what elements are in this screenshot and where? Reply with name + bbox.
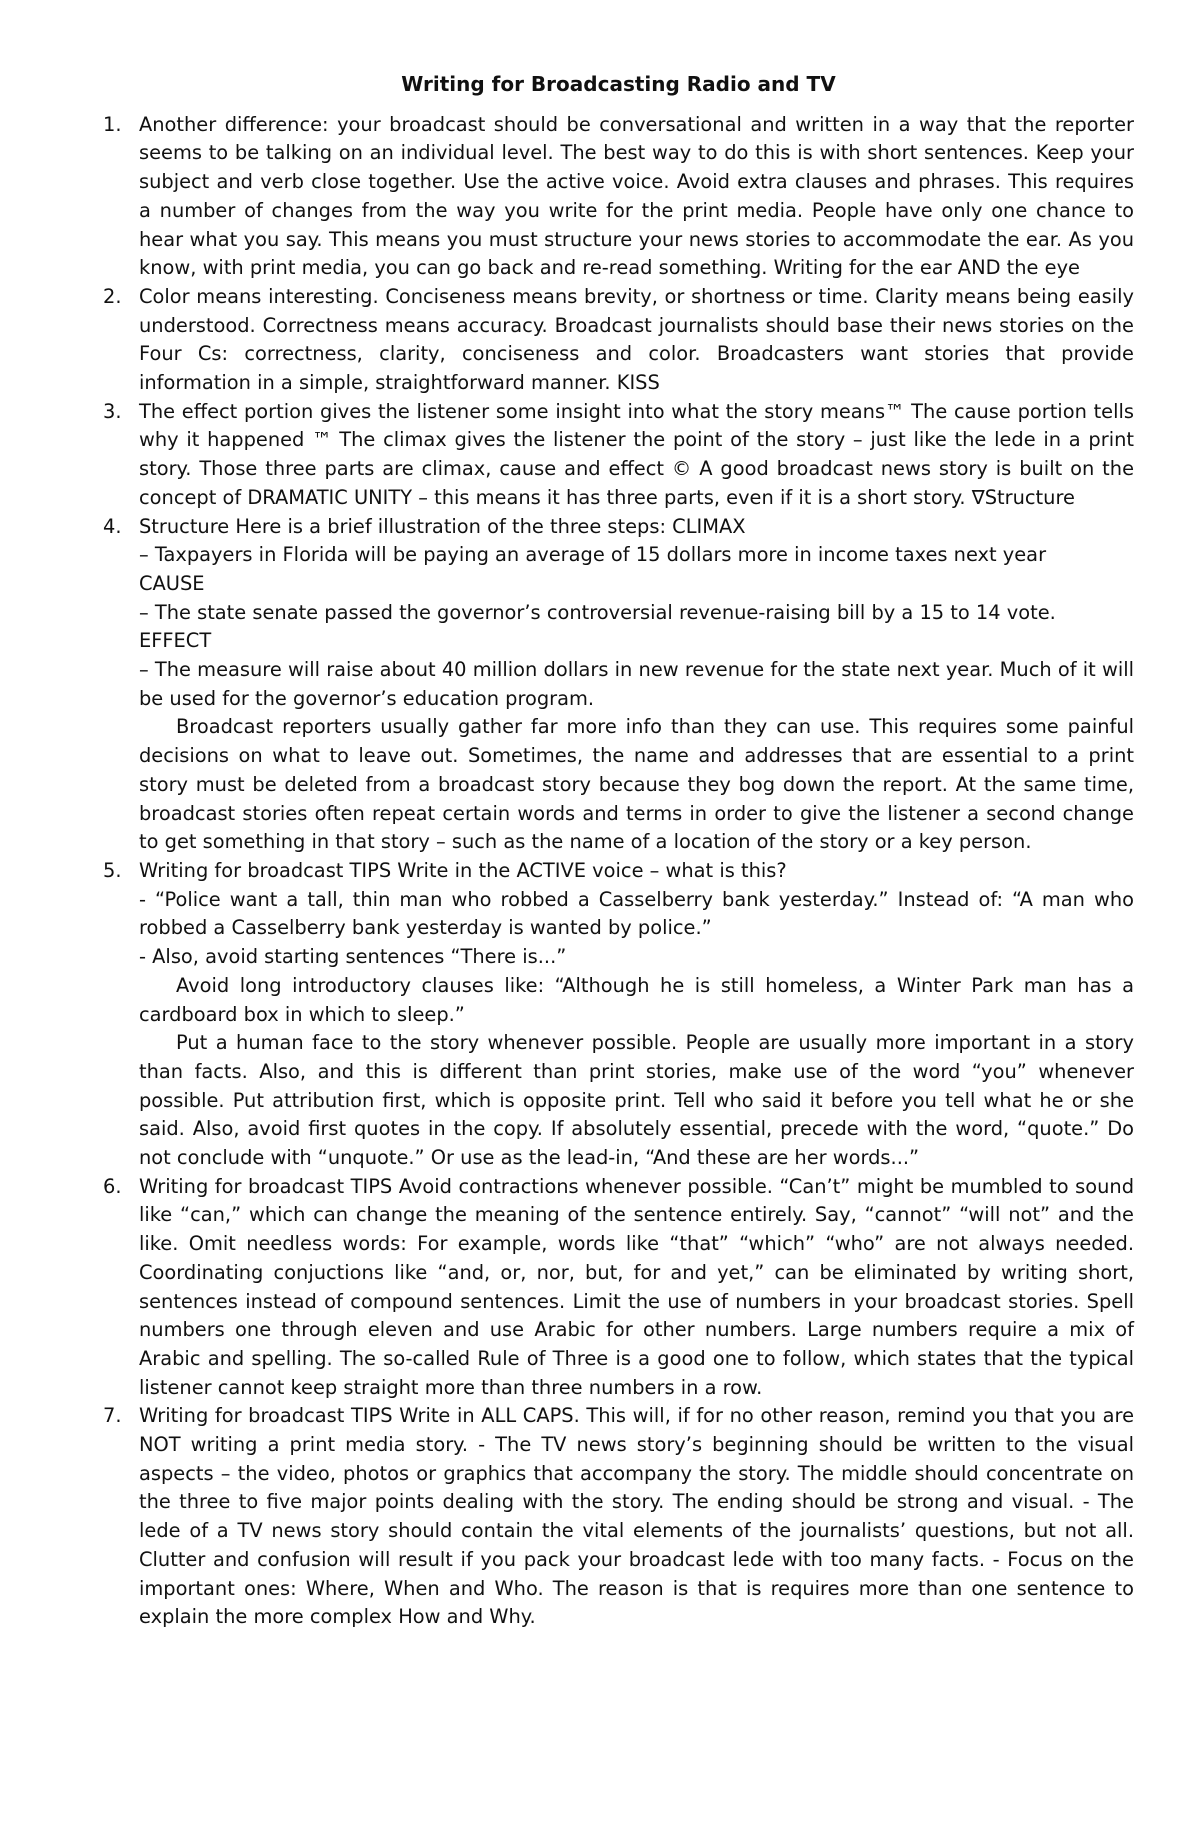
paragraph: – Taxpayers in Florida will be paying an average of 15 dollars more in income taxes next year (139, 543, 1047, 567)
paragraph: – The measure will raise about 40 million dollars in new revenue for the state next year. Much of it will be used for the governor’s education program. (139, 658, 1134, 710)
item-number: 7. (103, 1404, 122, 1428)
paragraph: EFFECT (139, 629, 212, 653)
item-number: 5. (103, 858, 122, 882)
paragraph: – The state senate passed the governor’s controversial revenue-raising bill by a 15 to 14 vote. (139, 600, 1056, 624)
list-item-1 (103, 111, 1134, 283)
paragraph: Avoid long introductory clauses like: “Although he is still homeless, a Winter Park man has a cardboard box in which to sleep.” (139, 973, 1134, 1026)
paragraph: Put a human face to the story whenever possible. People are usually more important in a story than facts. Also, and this is different than print stories, make use of the word “you” whenever possible. Put attribution first, which is opposite print. Tell who said it before you tell what he or she said. Also, avoid first quotes in the copy. If absolutely essential, precede with the word, “quote.” Do not conclude with “unquote.” Or use as the lead-in, “And these are her words...” (139, 1031, 1134, 1170)
list-item-3 (103, 398, 1134, 513)
paragraph: Broadcast reporters usually gather far more info than they can use. This requires some painful decisions on what to leave out. Sometimes, the name and addresses that are essential to a print story must be deleted from a broadcast story because they bog down the report. At the same time, broadcast stories often repeat certain words and terms in order to give the listener a second change to get something in that story – such as the name of a location of the story or a key person. (139, 715, 1134, 854)
paragraph: Color means interesting. Conciseness means brevity, or shortness or time. Clarity means being easily understood. Correctness means accuracy. Broadcast journalists should base their news stories on the Four Cs: correctness, clarity, conciseness and color. Broadcasters want stories that provide information in a simple, straightforward manner. KISS (139, 284, 1134, 395)
paragraph: Writing for broadcast TIPS Write in the ACTIVE voice – what is this? (139, 858, 787, 882)
paragraph: Structure Here is a brief illustration of the three steps: CLIMAX (139, 514, 746, 538)
paragraph: - Also, avoid starting sentences “There is...” (139, 945, 567, 969)
paragraph: The effect portion gives the listener some insight into what the story means™ The cause portion tells why it happened ™ The climax gives the listener the point of the story – just like the lede in a print story. Those three parts are climax, cause and effect © A good broadcast news story is built on the concept of DRAMATIC UNITY – this means it has three parts, even if it is a short story. ∇Structure (139, 399, 1134, 509)
document-title: Writing for Broadcasting Radio and TV (401, 72, 836, 96)
paragraph: Another difference: your broadcast should be conversational and written in a way that the reporter seems to be talking on an individual level. The best way to do this is with short sentences. Keep your subject and verb close together. Use the active voice. Avoid extra clauses and phrases. This requires a number of changes from the way you write for the print media. People have only one chance to hear what you say. This means you must structure your news stories to accommodate the ear. As you know, with print media, you can go back and re-read something. Writing for the ear AND the eye (139, 112, 1134, 280)
list-item-7 (103, 1402, 1134, 1632)
numbered-list (103, 111, 1134, 1632)
item-number: 1. (103, 112, 122, 136)
item-number: 2. (103, 284, 122, 308)
list-item-4 (103, 513, 1134, 857)
item-number: 6. (103, 1174, 122, 1198)
list-item-5 (103, 857, 1134, 1173)
paragraph: Writing for broadcast TIPS Avoid contractions whenever possible. “Can’t” might be mumbled to sound like “can,” which can change the meaning of the sentence entirely. Say, “cannot” “will not” and the like. Omit needless words: For example, words like “that” “which” “who” are not always needed. Coordinating conjuctions like “and, or, nor, but, for and yet,” can be eliminated by writing short, sentences instead of compound sentences. Limit the use of numbers in your broadcast stories. Spell numbers one through eleven and use Arabic for other numbers. Large numbers require a mix of Arabic and spelling. The so-called Rule of Three is a good one to follow, which states that the typical listener cannot keep straight more than three numbers in a row. (139, 1174, 1134, 1399)
list-item-2 (103, 283, 1134, 398)
item-number: 4. (103, 514, 122, 538)
list-item-6 (103, 1173, 1134, 1403)
paragraph: CAUSE (139, 571, 205, 595)
paragraph: - “Police want a tall, thin man who robbed a Casselberry bank yesterday.” Instead of: “A man who robbed a Casselberry bank yesterday is wanted by police.” (139, 887, 1134, 940)
paragraph: Writing for broadcast TIPS Write in ALL CAPS. This will, if for no other reason, remind you that you are NOT writing a print media story. - The TV news story’s beginning should be written to the visual aspects – the video, photos or graphics that accompany the story. The middle should concentrate on the three to five major points dealing with the story. The ending should be strong and visual. - The lede of a TV news story should contain the vital elements of the journalists’ questions, but not all. Clutter and confusion will result if you pack your broadcast lede with too many facts. - Focus on the important ones: Where, When and Who. The reason is that is requires more than one sentence to explain the more complex How and Why. (139, 1404, 1134, 1629)
item-number: 3. (103, 399, 122, 423)
